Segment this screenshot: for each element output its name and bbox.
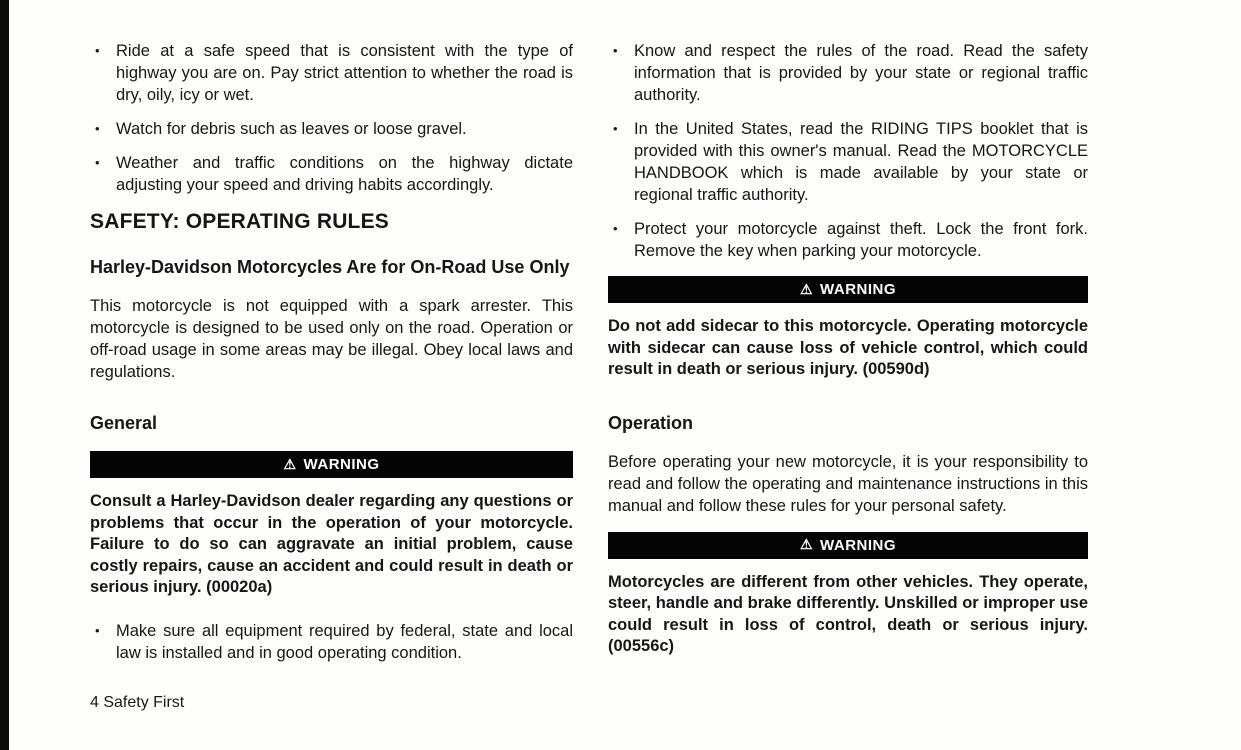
list-item [90, 152, 573, 196]
warning-triangle-icon: ⚠ [283, 455, 297, 472]
warning-triangle-icon: ⚠ [799, 536, 814, 552]
page-footer: 4 Safety First [90, 694, 185, 711]
list-item [90, 118, 573, 140]
warning-triangle-icon: ⚠ [799, 280, 814, 297]
bullet-text: Know and respect the rules of the road. Read the safety information that is provided by your state or regional traffic authority. [634, 42, 1088, 104]
list-item [608, 118, 1088, 206]
warning-paragraph-dealer: Consult a Harley-Davidson dealer regarding any questions or problems that occur in the operation of your motorcycle. Failure to do so can aggravate an initial problem, cause costly repairs, cause an accident and could result in death or serious injury. (00020a) [90, 492, 573, 596]
left-column [90, 40, 573, 679]
subheading-on-road-use-only: Harley-Davidson Motorcycles Are for On-Road Use Only [90, 257, 570, 277]
bullet-icon: • [95, 622, 100, 638]
road-rules-bullet-list [608, 40, 1088, 262]
section-heading-safety-operating-rules: SAFETY: OPERATING RULES [90, 210, 389, 233]
warning-paragraph-different-vehicles: Motorcycles are different from other vehicles. They operate, steer, handle and brake differently. Unskilled or improper use could result in loss of control, death or serious injury. (00556c) [608, 572, 1088, 655]
bullet-icon: • [613, 121, 618, 136]
subheading-operation: Operation [608, 412, 694, 433]
equipment-bullet-list [90, 620, 573, 664]
warning-banner [608, 276, 1088, 303]
list-item [90, 40, 573, 106]
bullet-text: Watch for debris such as leaves or loose gravel. [116, 120, 467, 138]
list-item [90, 620, 573, 664]
list-item [608, 218, 1088, 262]
right-column [608, 40, 1088, 679]
warning-banner-label: WARNING [303, 456, 380, 473]
warning-banner-label: WARNING [820, 536, 897, 554]
bullet-text: Weather and traffic conditions on the highway dictate adjusting your speed and driving habits accordingly. [116, 154, 573, 194]
bullet-icon: • [95, 121, 100, 136]
two-column-layout [90, 40, 1091, 679]
riding-tips-bullet-list [90, 40, 573, 196]
bullet-icon: • [95, 43, 100, 58]
bullet-icon: • [613, 221, 618, 236]
bullet-text: In the United States, read the RIDING TIPS booklet that is provided with this owner's manual. Read the MOTORCYCLE HANDBOOK which is made available by your state or regional traffic authority. [634, 120, 1088, 204]
warning-banner [90, 451, 573, 478]
warning-paragraph-sidecar: Do not add sidecar to this motorcycle. Operating motorcycle with sidecar can cause loss of vehicle control, which could result in death or serious injury. (00590d) [608, 317, 1088, 378]
paragraph-operation: Before operating your new motorcycle, it is your responsibility to read and follow the operating and maintenance instructions in this manual and follow these rules for your personal safety. [608, 452, 1088, 515]
scan-binding-edge [0, 0, 9, 750]
bullet-text: Make sure all equipment required by federal, state and local law is installed and in good operating condition. [116, 621, 573, 662]
list-item [608, 40, 1088, 106]
subheading-general: General [90, 413, 158, 433]
bullet-icon: • [613, 43, 618, 58]
warning-banner-label: WARNING [820, 281, 897, 298]
bullet-text: Ride at a safe speed that is consistent with the type of highway you are on. Pay strict attention to whether the road is dry, oily, icy or wet. [116, 42, 573, 104]
paragraph-on-road-use: This motorcycle is not equipped with a spark arrester. This motorcycle is designed to be used only on the road. Operation or off-road usage in some areas may be illegal. Obey local laws and regulations. [90, 297, 573, 381]
warning-banner [608, 532, 1088, 559]
bullet-text: Protect your motorcycle against theft. Lock the front fork. Remove the key when parking your motorcycle. [634, 220, 1088, 260]
bullet-icon: • [95, 155, 100, 170]
